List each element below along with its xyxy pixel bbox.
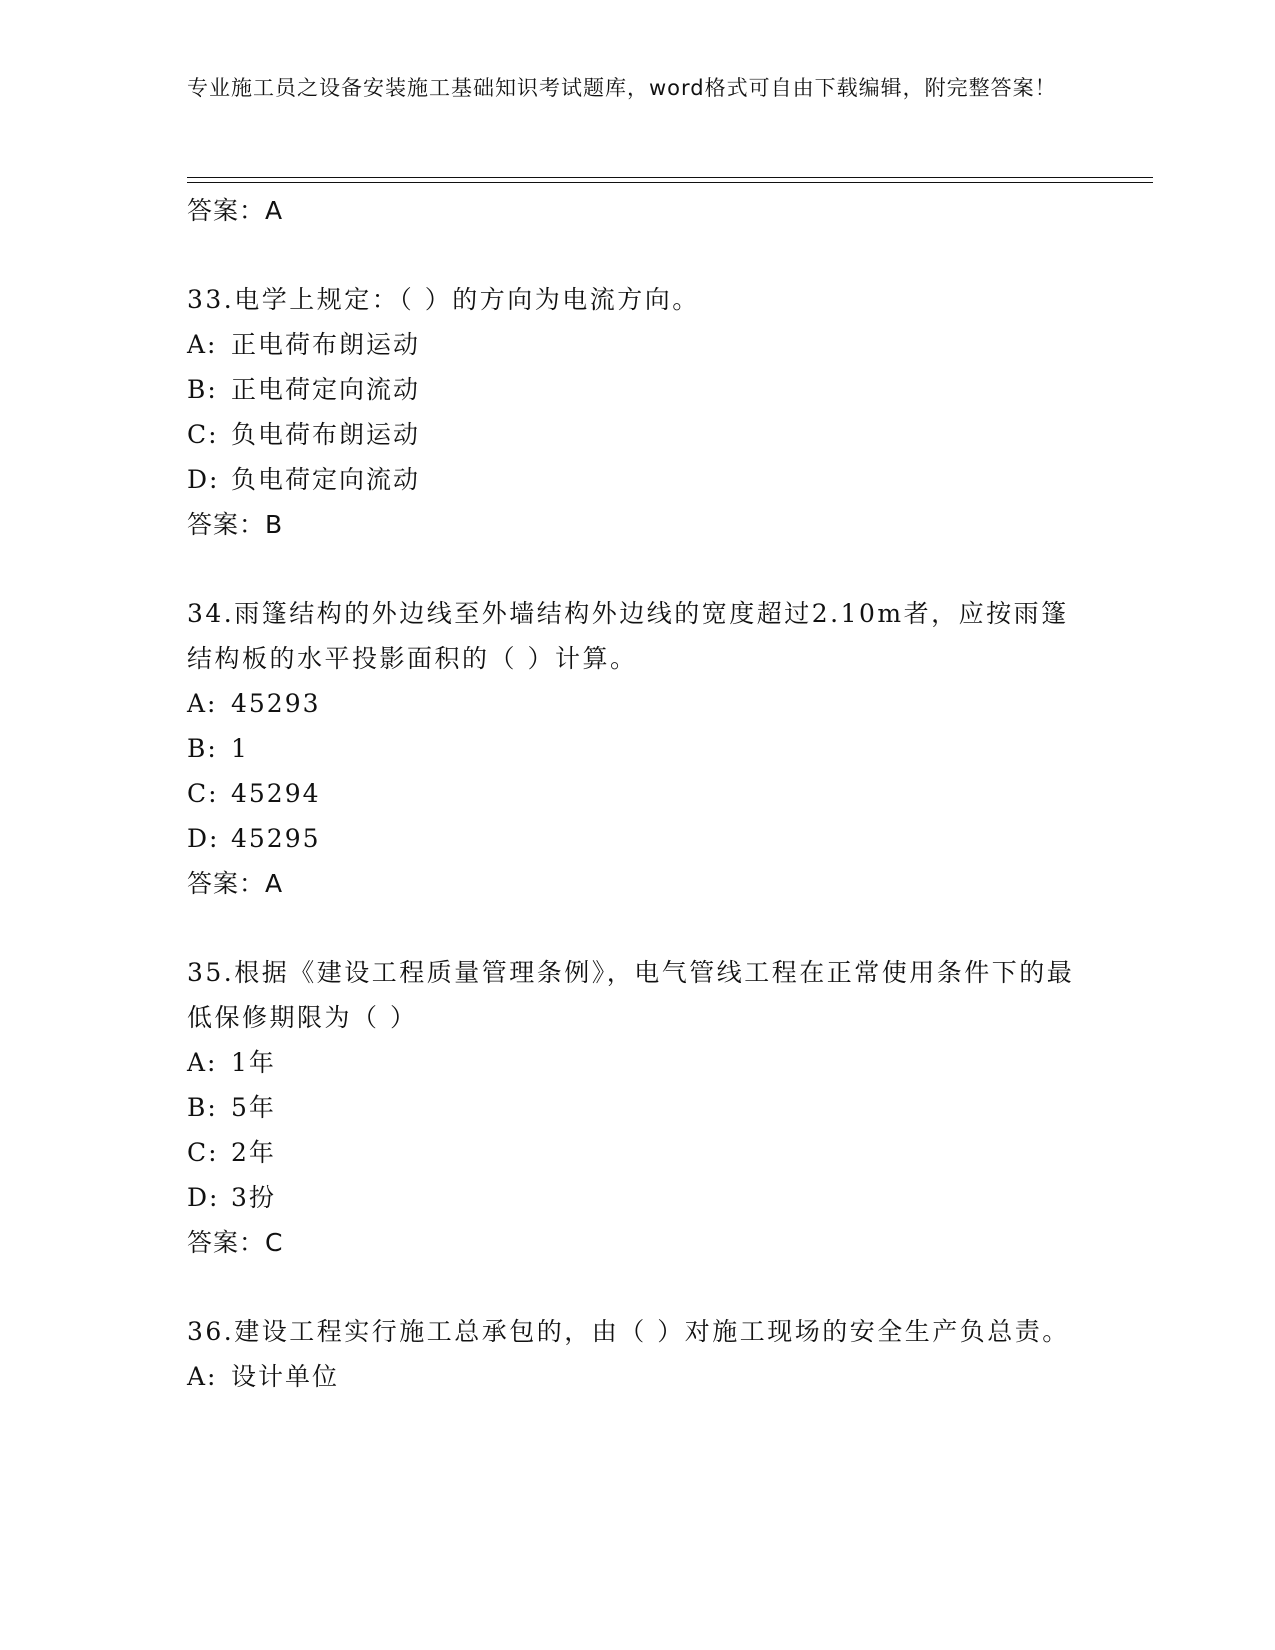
question-stem: 35.根据《建设工程质量管理条例》，电气管线工程在正常使用条件下的最低保修期限为（ ） [187, 958, 1075, 1032]
option-text: 设计单位 [231, 1362, 340, 1391]
option-line [187, 457, 1087, 502]
option-line [187, 1040, 1087, 1085]
option-label: D: [187, 824, 220, 853]
option-text: 5年 [231, 1093, 276, 1122]
option-line [187, 1354, 1087, 1399]
option-text: 45294 [231, 779, 321, 808]
option-label: A: [187, 1048, 218, 1077]
question-item [187, 591, 1087, 906]
option-text: 45295 [231, 824, 321, 853]
answer-line: 答案：A [187, 196, 284, 225]
option-label: C: [187, 420, 219, 449]
option-text: 1年 [231, 1048, 276, 1077]
option-line [187, 726, 1087, 771]
option-line [187, 412, 1087, 457]
answer-line: 答案：A [187, 869, 284, 898]
option-text: 2年 [231, 1138, 276, 1167]
option-line [187, 771, 1087, 816]
option-text: 3扮 [231, 1183, 276, 1212]
question-item [187, 950, 1087, 1265]
option-line [187, 1175, 1087, 1220]
option-label: D: [187, 465, 220, 494]
option-label: A: [187, 330, 218, 359]
option-line [187, 816, 1087, 861]
option-line [187, 322, 1087, 367]
question-stem: 34.雨篷结构的外边线至外墙结构外边线的宽度超过2.10m者，应按雨篷结构板的水平投影面积的（ ）计算。 [187, 599, 1069, 673]
option-line [187, 367, 1087, 412]
answer-line: 答案：C [187, 1228, 284, 1257]
option-label: B: [187, 734, 218, 763]
option-label: C: [187, 1138, 219, 1167]
question-stem: 36.建设工程实行施工总承包的，由（ ）对施工现场的安全生产负总责。 [187, 1317, 1070, 1346]
question-stem: 33.电学上规定：（ ）的方向为电流方向。 [187, 285, 700, 314]
option-label: D: [187, 1183, 220, 1212]
option-label: B: [187, 1093, 218, 1122]
answer-line: 答案：B [187, 510, 284, 539]
option-label: A: [187, 689, 218, 718]
option-text: 45293 [231, 689, 321, 718]
option-line [187, 1130, 1087, 1175]
header-rule-top [187, 177, 1153, 178]
question-list [187, 188, 1087, 1399]
option-line [187, 1085, 1087, 1130]
option-label: B: [187, 375, 218, 404]
document-header: 专业施工员之设备安装施工基础知识考试题库，word格式可自由下载编辑，附完整答案！ [187, 76, 1057, 100]
option-text: 正电荷布朗运动 [231, 330, 421, 359]
question-item [187, 277, 1087, 547]
option-line [187, 681, 1087, 726]
question-item [187, 1309, 1087, 1399]
header-rule-bottom [187, 182, 1153, 183]
option-text: 正电荷定向流动 [231, 375, 421, 404]
option-label: A: [187, 1362, 218, 1391]
option-text: 1 [231, 734, 249, 763]
option-text: 负电荷布朗运动 [231, 420, 421, 449]
option-text: 负电荷定向流动 [231, 465, 421, 494]
option-label: C: [187, 779, 219, 808]
